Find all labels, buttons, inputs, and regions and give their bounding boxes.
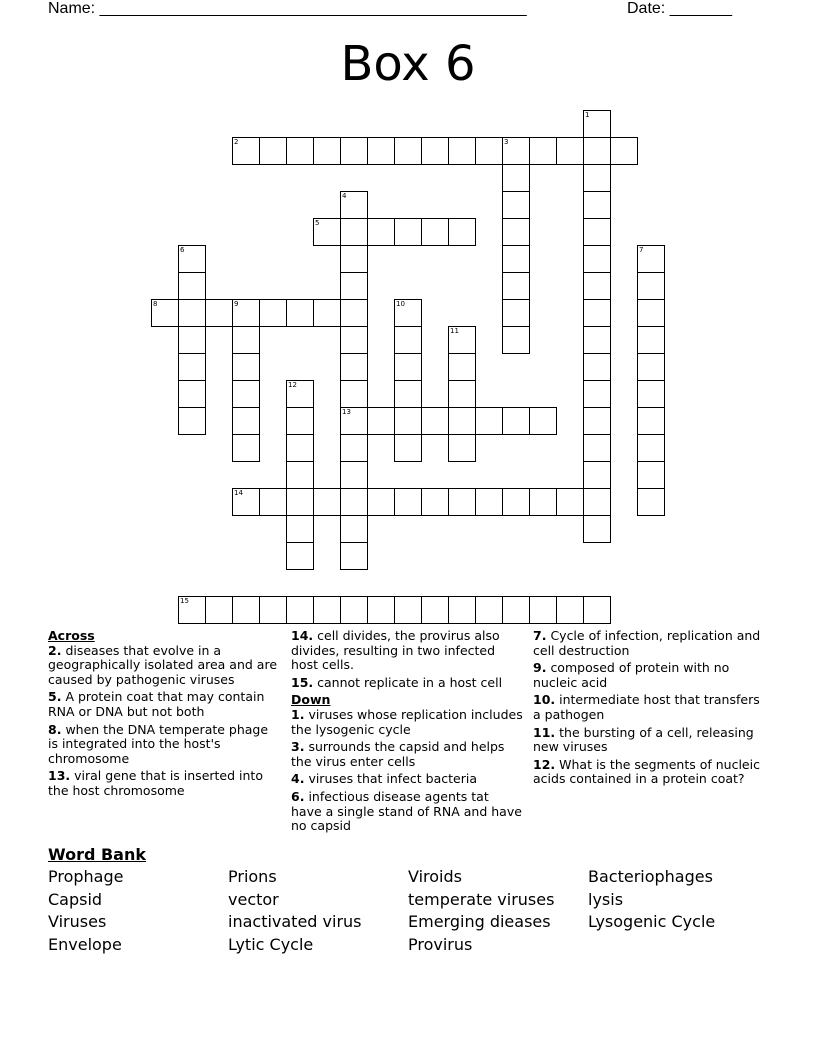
crossword-cell[interactable] (448, 218, 476, 246)
crossword-cell[interactable] (448, 596, 476, 624)
crossword-cell[interactable] (286, 488, 314, 516)
crossword-cell[interactable] (178, 245, 206, 273)
crossword-cell[interactable] (421, 407, 449, 435)
word-bank-item: Viruses (48, 912, 107, 932)
word-bank-column-2 (228, 866, 362, 956)
word-bank-item: Provirus (408, 934, 473, 954)
crossword-cell[interactable] (232, 407, 260, 435)
crossword-cell[interactable] (394, 596, 422, 624)
crossword-cell[interactable] (178, 596, 206, 624)
word-bank-column-1 (48, 866, 123, 956)
crossword-cell[interactable] (313, 488, 341, 516)
crossword-cell[interactable] (475, 596, 503, 624)
crossword-cell[interactable] (232, 299, 260, 327)
crossword-cell[interactable] (394, 434, 422, 462)
crossword-cell[interactable] (502, 272, 530, 300)
crossword-cell[interactable] (421, 137, 449, 165)
crossword-cell[interactable] (340, 542, 368, 570)
word-bank-item: Capsid (48, 889, 103, 909)
crossword-cell[interactable] (583, 461, 611, 489)
crossword-cell[interactable] (583, 434, 611, 462)
crossword-cell[interactable] (340, 596, 368, 624)
crossword-cell[interactable] (637, 461, 665, 489)
word-bank-title: Word Bank (48, 845, 147, 864)
crossword-cell[interactable] (286, 407, 314, 435)
clue-column-1 (48, 629, 280, 802)
crossword-cell[interactable] (340, 353, 368, 381)
cell-number: 12 (288, 381, 297, 389)
crossword-cell[interactable] (313, 299, 341, 327)
word-bank-item: Lytic Cycle (228, 934, 314, 954)
crossword-cell[interactable] (475, 488, 503, 516)
crossword-cell[interactable] (448, 353, 476, 381)
crossword-cell[interactable] (502, 407, 530, 435)
crossword-cell[interactable] (340, 245, 368, 273)
cell-number: 8 (153, 300, 158, 308)
crossword-cell[interactable] (583, 488, 611, 516)
clue-across-13: 13. viral gene that is inserted into the host chromosome (48, 768, 263, 798)
crossword-cell[interactable] (178, 299, 206, 327)
crossword-cell[interactable] (637, 380, 665, 408)
crossword-cell[interactable] (259, 596, 287, 624)
word-bank-item: lysis (588, 889, 624, 909)
cell-number: 13 (342, 408, 351, 416)
crossword-cell[interactable] (394, 326, 422, 354)
crossword-cell[interactable] (367, 407, 395, 435)
crossword-cell[interactable] (232, 353, 260, 381)
crossword-cell[interactable] (637, 245, 665, 273)
crossword-cell[interactable] (637, 353, 665, 381)
word-bank-item: vector (228, 889, 279, 909)
crossword-cell[interactable] (340, 326, 368, 354)
crossword-cell[interactable] (313, 596, 341, 624)
cell-number: 9 (234, 300, 239, 308)
crossword-cell[interactable] (286, 434, 314, 462)
word-bank-column-3 (408, 866, 554, 956)
clue-across-15: 15. cannot replicate in a host cell (291, 674, 503, 690)
crossword-cell[interactable] (286, 380, 314, 408)
crossword-cell[interactable] (583, 137, 611, 165)
crossword-cell[interactable] (637, 434, 665, 462)
clue-across-5: 5. A protein coat that may contain RNA or DNA but not both (48, 689, 265, 719)
crossword-cell[interactable] (475, 407, 503, 435)
clue-across-2: 2. diseases that evolve in a geographically isolated area and are caused by pathogenic viruses (48, 642, 278, 687)
crossword-cell[interactable] (340, 191, 368, 219)
cell-number: 7 (639, 246, 644, 254)
clue-across-8: 8. when the DNA temperate phage is integrated into the host's chromosome (48, 721, 269, 766)
crossword-cell[interactable] (205, 596, 233, 624)
clue-down-4: 4. viruses that infect bacteria (291, 771, 477, 787)
crossword-cell[interactable] (259, 488, 287, 516)
crossword-cell[interactable] (394, 137, 422, 165)
crossword-cell[interactable] (394, 488, 422, 516)
crossword-cell[interactable] (583, 353, 611, 381)
crossword-cell[interactable] (367, 488, 395, 516)
crossword-cell[interactable] (394, 299, 422, 327)
crossword-cell[interactable] (502, 137, 530, 165)
crossword-cell[interactable] (340, 299, 368, 327)
crossword-cell[interactable] (610, 137, 638, 165)
crossword-cell[interactable] (178, 380, 206, 408)
crossword-cell[interactable] (556, 488, 584, 516)
crossword-cell[interactable] (313, 137, 341, 165)
crossword-cell[interactable] (340, 488, 368, 516)
crossword-cell[interactable] (475, 137, 503, 165)
crossword-cell[interactable] (448, 407, 476, 435)
crossword-cell[interactable] (286, 596, 314, 624)
crossword-cell[interactable] (178, 407, 206, 435)
crossword-cell[interactable] (340, 218, 368, 246)
crossword-cell[interactable] (178, 326, 206, 354)
word-bank-item: Emerging dieases (408, 912, 551, 932)
word-bank-item: Lysogenic Cycle (588, 912, 716, 932)
date-field[interactable]: Date: _______ (627, 0, 732, 17)
crossword-cell[interactable] (583, 515, 611, 543)
crossword-cell[interactable] (340, 461, 368, 489)
crossword-cell[interactable] (556, 137, 584, 165)
crossword-cell[interactable] (583, 110, 611, 138)
crossword-cell[interactable] (367, 596, 395, 624)
crossword-cell[interactable] (286, 299, 314, 327)
crossword-cell[interactable] (583, 191, 611, 219)
crossword-cell[interactable] (583, 245, 611, 273)
crossword-cell[interactable] (583, 164, 611, 192)
crossword-cell[interactable] (502, 596, 530, 624)
crossword-cell[interactable] (394, 218, 422, 246)
crossword-cell[interactable] (448, 434, 476, 462)
cell-number: 10 (396, 300, 405, 308)
crossword-cell[interactable] (313, 218, 341, 246)
clue-column-2 (291, 629, 523, 837)
clue-down-11: 11. the bursting of a cell, releasing new viruses (533, 724, 754, 755)
crossword-cell[interactable] (502, 326, 530, 354)
crossword-cell[interactable] (340, 380, 368, 408)
word-bank-column-4 (588, 866, 715, 934)
crossword-cell[interactable] (637, 299, 665, 327)
cell-number: 14 (234, 489, 243, 497)
crossword-cell[interactable] (502, 488, 530, 516)
crossword-cell[interactable] (556, 596, 584, 624)
crossword-cell[interactable] (421, 596, 449, 624)
crossword-cell[interactable] (286, 137, 314, 165)
crossword-cell[interactable] (583, 326, 611, 354)
word-bank-item: Viroids (408, 867, 462, 886)
crossword-cell[interactable] (259, 299, 287, 327)
crossword-cell[interactable] (583, 272, 611, 300)
crossword-cell[interactable] (421, 488, 449, 516)
crossword-cell[interactable] (394, 380, 422, 408)
cell-number: 15 (180, 597, 189, 605)
word-bank-item: Bacteriophages (588, 867, 713, 886)
clue-down-7: 7. Cycle of infection, replication and cell destruction (533, 628, 761, 658)
crossword-cell[interactable] (286, 542, 314, 570)
clue-column-3 (533, 629, 765, 790)
crossword-cell[interactable] (502, 245, 530, 273)
crossword-cell[interactable] (286, 461, 314, 489)
cell-number: 4 (342, 192, 347, 200)
crossword-cell[interactable] (232, 380, 260, 408)
crossword-cell[interactable] (529, 137, 557, 165)
crossword-cell[interactable] (421, 218, 449, 246)
cell-number: 2 (234, 138, 239, 146)
page-title: Box 6 (340, 36, 476, 92)
crossword-cell[interactable] (583, 380, 611, 408)
down-heading: Down (291, 692, 331, 708)
cell-number: 5 (315, 219, 320, 227)
crossword-cell[interactable] (637, 272, 665, 300)
crossword-cell[interactable] (502, 218, 530, 246)
clue-down-3: 3. surrounds the capsid and helps the virus enter cells (291, 739, 505, 769)
crossword-cell[interactable] (502, 299, 530, 327)
crossword-cell[interactable] (394, 407, 422, 435)
crossword-cell[interactable] (583, 407, 611, 435)
crossword-cell[interactable] (232, 137, 260, 165)
crossword-cell[interactable] (232, 596, 260, 624)
word-bank-item: Prophage (48, 867, 124, 886)
crossword-cell[interactable] (286, 515, 314, 543)
crossword-cell[interactable] (583, 596, 611, 624)
clue-down-12: 12. What is the segments of nucleic acids contained in a protein coat? (533, 756, 760, 787)
crossword-cell[interactable] (529, 407, 557, 435)
clue-down-10: 10. intermediate host that transfers a pathogen (533, 692, 760, 722)
crossword-cell[interactable] (637, 326, 665, 354)
crossword-cell[interactable] (367, 218, 395, 246)
crossword-cell[interactable] (340, 434, 368, 462)
crossword-cell[interactable] (232, 326, 260, 354)
word-bank-item: Prions (228, 867, 277, 886)
crossword-cell[interactable] (178, 353, 206, 381)
clue-across-14: 14. cell divides, the provirus also divides, resulting in two infected host cells. (291, 628, 500, 673)
crossword-cell[interactable] (178, 272, 206, 300)
crossword-cell[interactable] (448, 326, 476, 354)
cell-number: 1 (585, 111, 590, 119)
crossword-cell[interactable] (205, 299, 233, 327)
clue-down-1: 1. viruses whose replication includes the lysogenic cycle (291, 706, 523, 737)
crossword-cell[interactable] (583, 299, 611, 327)
crossword-cell[interactable] (583, 218, 611, 246)
across-heading: Across (48, 628, 95, 643)
crossword-cell[interactable] (340, 407, 368, 435)
crossword-cell[interactable] (529, 488, 557, 516)
name-field[interactable]: Name: ________________________________________________ (48, 0, 527, 17)
word-bank-item: Envelope (48, 934, 122, 954)
cell-number: 3 (504, 138, 509, 146)
crossword-cell[interactable] (637, 488, 665, 516)
crossword-cell[interactable] (529, 596, 557, 624)
crossword-cell[interactable] (637, 407, 665, 435)
crossword-cell[interactable] (502, 191, 530, 219)
crossword-cell[interactable] (448, 380, 476, 408)
crossword-cell[interactable] (151, 299, 179, 327)
crossword-cell[interactable] (340, 137, 368, 165)
crossword-cell[interactable] (232, 488, 260, 516)
crossword-cell[interactable] (448, 137, 476, 165)
crossword-cell[interactable] (340, 515, 368, 543)
cell-number: 11 (450, 327, 459, 335)
crossword-cell[interactable] (259, 137, 287, 165)
clue-down-6: 6. infectious disease agents tat have a single stand of RNA and have no capsid (291, 788, 522, 834)
crossword-cell[interactable] (367, 137, 395, 165)
crossword-cell[interactable] (340, 272, 368, 300)
word-bank-item: temperate viruses (408, 889, 555, 909)
cell-number: 6 (180, 246, 185, 254)
word-bank-item: inactivated virus (228, 912, 362, 932)
clue-down-9: 9. composed of protein with no nucleic acid (533, 660, 730, 690)
clues-section (0, 629, 816, 839)
crossword-cell[interactable] (232, 434, 260, 462)
crossword-cell[interactable] (394, 353, 422, 381)
crossword-cell[interactable] (448, 488, 476, 516)
crossword-cell[interactable] (502, 164, 530, 192)
